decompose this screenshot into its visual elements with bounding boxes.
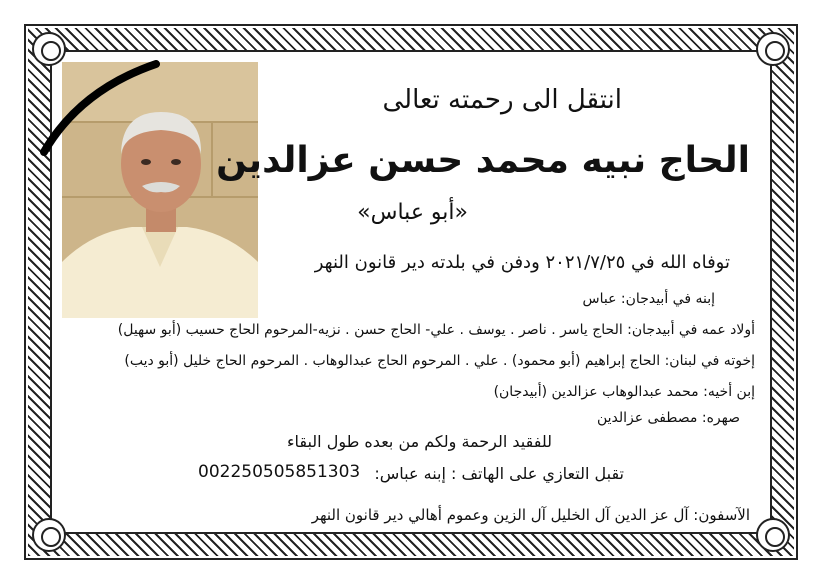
family-brothers: إخوته في لبنان: الحاج إبراهيم (أبو محمود) . علي . المرحوم الحاج عبدالوهاب . المرحوم الحاج خليل (أبو ديب) (124, 353, 755, 369)
deceased-name: الحاج نبيه محمد حسن عزالدين (216, 140, 750, 181)
corner-ornament-icon (756, 518, 790, 552)
condolences-label: تقبل التعازي على الهاتف : إبنه عباس: (374, 464, 624, 483)
corner-ornament-icon (32, 518, 66, 552)
family-son: إبنه في أبيدجان: عباس (582, 291, 715, 307)
family-nephew: إبن أخيه: محمد عبدالوهاب عزالدين (أبيدجان) (493, 384, 755, 400)
mourners-line: الآسفون: آل عز الدين آل الخليل آل الزين وعموم أهالي دير قانون النهر (311, 506, 750, 524)
death-notice: توفاه الله في ٢٠٢١/٧/٢٥ ودفن في بلدته دير قانون النهر (314, 252, 730, 273)
prayer-line: للفقيد الرحمة ولكم من بعده طول البقاء (286, 432, 552, 451)
family-son-in-law: صهره: مصطفى عزالدين (596, 410, 740, 426)
corner-ornament-icon (756, 32, 790, 66)
deceased-nickname: «أبو عباس» (357, 200, 468, 225)
mourning-ribbon-icon (40, 60, 160, 160)
family-cousins: أولاد عمه في أبيدجان: الحاج ياسر . ناصر . يوسف . علي- الحاج حسن . نزيه-المرحوم الحاج حسيب (أبو سهيل) (117, 322, 755, 338)
notice-heading: انتقل الى رحمته تعالى (382, 85, 622, 115)
condolences-phone: 002250505851303 (198, 462, 361, 482)
